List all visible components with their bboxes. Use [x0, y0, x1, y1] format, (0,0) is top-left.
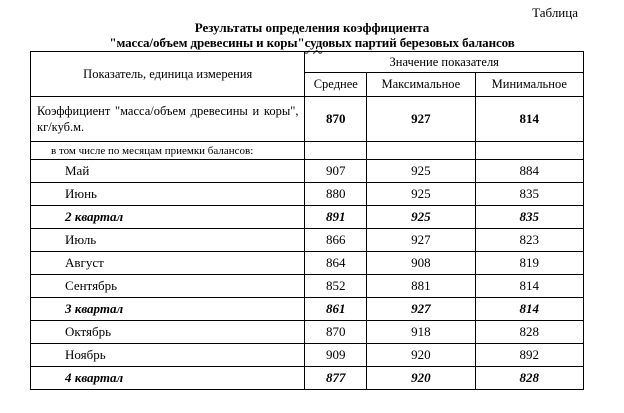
table-caption-label: Таблица — [532, 5, 578, 20]
row-label: Октябрь — [31, 321, 305, 344]
cell-maximum: 925 — [367, 206, 475, 229]
row-label: 2 квартал — [31, 206, 305, 229]
cell-average: 877 — [305, 367, 367, 390]
table-row — [31, 367, 584, 390]
table-row — [31, 229, 584, 252]
row-label: Ноябрь — [31, 344, 305, 367]
cell-average: 852 — [305, 275, 367, 298]
title-line-1: Результаты определения коэффициента — [194, 20, 430, 35]
table-row — [31, 252, 584, 275]
cell-minimum: 828 — [475, 321, 583, 344]
row-label: Сентябрь — [31, 275, 305, 298]
row-label: Июнь — [31, 183, 305, 206]
cell-maximum: 925 — [367, 160, 475, 183]
cell-empty — [305, 142, 367, 160]
cell-average: 864 — [305, 252, 367, 275]
cell-minimum: 835 — [475, 206, 583, 229]
table-row — [31, 206, 584, 229]
header-average: Среднее — [305, 73, 367, 97]
title-line-2 — [0, 35, 624, 50]
cell-minimum: 835 — [475, 183, 583, 206]
cell-average: 891 — [305, 206, 367, 229]
table-row-coefficient — [31, 97, 584, 142]
row-label: Август — [31, 252, 305, 275]
title-line-2-part-a: "масса/объем древесины и коры" — [109, 35, 305, 50]
cell-minimum: 884 — [475, 160, 583, 183]
cell-average: 870 — [305, 321, 367, 344]
table-row — [31, 321, 584, 344]
cell-maximum: 927 — [367, 229, 475, 252]
cell-maximum: 908 — [367, 252, 475, 275]
cell-minimum: 823 — [475, 229, 583, 252]
cell-maximum: 920 — [367, 344, 475, 367]
cell-maximum: 925 — [367, 183, 475, 206]
row-label: Май — [31, 160, 305, 183]
cell-average: 866 — [305, 229, 367, 252]
cell-maximum: 918 — [367, 321, 475, 344]
table-row — [31, 275, 584, 298]
header-value-group: Значение показателя — [305, 52, 584, 73]
results-table — [30, 51, 584, 390]
table-row — [31, 298, 584, 321]
document-title — [0, 20, 624, 50]
cell-minimum: 814 — [475, 275, 583, 298]
row-label: 4 квартал — [31, 367, 305, 390]
table-row-note — [31, 142, 584, 160]
cell-maximum: 920 — [367, 367, 475, 390]
cell-minimum: 819 — [475, 252, 583, 275]
cell-maximum: 881 — [367, 275, 475, 298]
header-minimum: Минимальное — [475, 73, 583, 97]
cell-maximum: 927 — [367, 97, 475, 142]
table-row — [31, 160, 584, 183]
row-label: Коэффициент "масса/объем древесины и коры", кг/куб.м. — [31, 97, 305, 142]
cell-minimum: 828 — [475, 367, 583, 390]
cell-empty — [475, 142, 583, 160]
row-note-label: в том числе по месяцам приемки балансов: — [31, 142, 305, 160]
table-row — [31, 183, 584, 206]
table-row — [31, 344, 584, 367]
cell-average: 907 — [305, 160, 367, 183]
title-line-2-wavy: суд — [304, 35, 323, 50]
cell-average: 880 — [305, 183, 367, 206]
cell-minimum: 814 — [475, 97, 583, 142]
header-maximum: Максимальное — [367, 73, 475, 97]
cell-minimum: 892 — [475, 344, 583, 367]
row-label: Июль — [31, 229, 305, 252]
cell-average: 870 — [305, 97, 367, 142]
cell-empty — [367, 142, 475, 160]
header-parameter: Показатель, единица измерения — [31, 52, 305, 97]
cell-average: 909 — [305, 344, 367, 367]
row-label: 3 квартал — [31, 298, 305, 321]
cell-average: 861 — [305, 298, 367, 321]
cell-minimum: 814 — [475, 298, 583, 321]
title-line-2-part-b: овых партий березовых балансов — [322, 35, 515, 50]
cell-maximum: 927 — [367, 298, 475, 321]
